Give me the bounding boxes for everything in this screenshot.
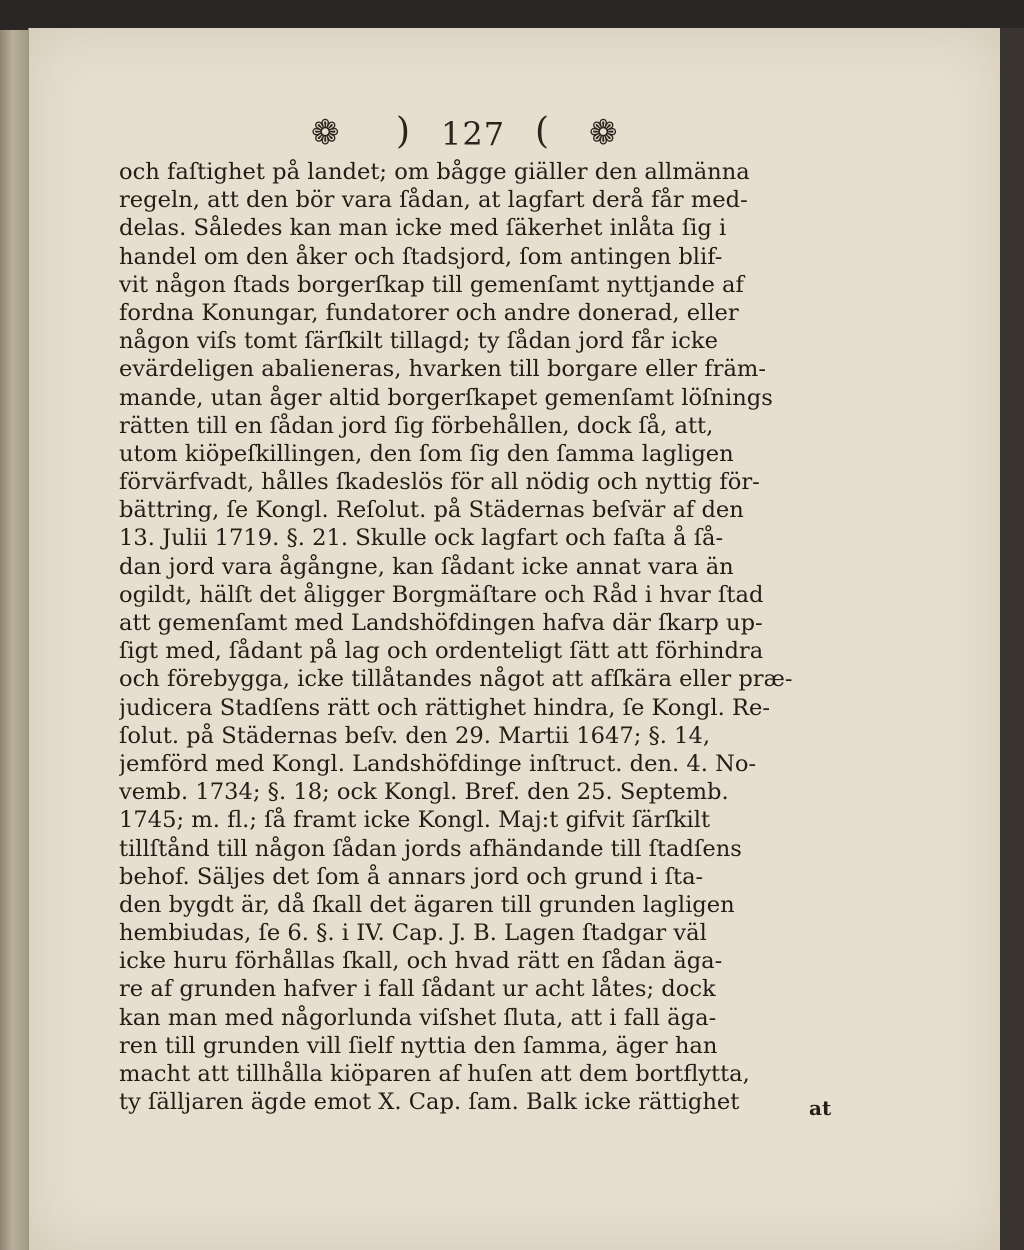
text-line: att gemenſamt med Landshöfdingen hafva där ſkarp up- bbox=[119, 610, 763, 636]
header-bracket-right: ( bbox=[535, 111, 550, 152]
text-line: någon viſs tomt ſärſkilt tillagd; ty ſådan jord får icke bbox=[119, 328, 718, 355]
text-line: och förebygga, icke tillåtandes något att afſkära eller præ- bbox=[119, 666, 793, 693]
text-line: re af grunden hafver i fall ſådant ur acht låtes; dock bbox=[119, 976, 716, 1003]
text-line: tillſtånd till någon ſådan jords afhändande till ſtadſens bbox=[119, 835, 742, 862]
text-line: handel om den åker och ſtadsjord, ſom antingen blif- bbox=[119, 243, 723, 270]
body-text bbox=[119, 158, 839, 1116]
text-line: vit någon ſtads borgerſkap till gemenſamt nyttjande af bbox=[119, 271, 744, 298]
book-page bbox=[28, 28, 1001, 1250]
text-line: bättring, ſe Kongl. Reſolut. på Städernas beſvär af den bbox=[119, 497, 744, 524]
text-line: kan man med någorlunda viſshet ſluta, att i fall äga- bbox=[119, 1004, 717, 1031]
text-line: vemb. 1734; §. 18; ock Kongl. Bref. den 25. Septemb. bbox=[119, 779, 729, 806]
fleuron-ornament-icon: ❁ bbox=[589, 113, 618, 153]
text-line: ren till grunden vill ſielf nyttia den ſamma, äger han bbox=[119, 1032, 718, 1059]
text-line: jemförd med Kongl. Landshöfdinge inſtruct. den. 4. No- bbox=[119, 750, 757, 777]
text-line: regeln, att den bör vara ſådan, at lagfart derå får med- bbox=[119, 187, 748, 214]
text-line: fordna Konungar, fundatorer och andre donerad, eller bbox=[119, 299, 739, 326]
header-bracket-left: ) bbox=[396, 111, 411, 152]
text-line: och faſtighet på landet; om bågge giäller den allmänna bbox=[119, 159, 750, 185]
text-line: 13. Julii 1719. §. 21. Skulle ock lagfart och faſta å ſå- bbox=[119, 525, 724, 552]
text-line: evärdeligen abalieneras, hvarken till borgare eller främ- bbox=[119, 356, 766, 383]
text-line: mande, utan åger altid borgerſkapet gemenſamt löſnings bbox=[119, 384, 773, 411]
text-line: ogildt, hälſt det åligger Borgmäſtare och Råd i hvar ſtad bbox=[119, 581, 764, 608]
left-page-edge bbox=[0, 30, 29, 1250]
text-line: ſolut. på Städernas beſv. den 29. Martii 1647; §. 14, bbox=[119, 722, 711, 749]
fleuron-ornament-icon: ❁ bbox=[311, 113, 340, 153]
text-line: macht att tillhålla kiöparen af huſen att dem bortflytta, bbox=[119, 1061, 750, 1087]
page-number: 127 bbox=[441, 115, 506, 153]
text-line: 1745; m. fl.; ſå framt icke Kongl. Maj:t gifvit ſärſkilt bbox=[119, 807, 711, 834]
text-line: dan jord vara ågångne, kan ſådant icke annat vara än bbox=[119, 553, 734, 580]
text-line: utom kiöpeſkillingen, den ſom ſig den ſamma lagligen bbox=[119, 440, 734, 467]
text-line: hembiudas, ſe 6. §. i IV. Cap. J. B. Lagen ſtadgar väl bbox=[119, 920, 707, 947]
text-line: icke huru förhållas ſkall, och hvad rätt en ſådan äga- bbox=[119, 948, 723, 975]
text-line: delas. Således kan man icke med ſäkerhet inlåta ſig i bbox=[119, 215, 727, 242]
text-line: den bygdt är, då ſkall det ägaren till grunden lagligen bbox=[119, 891, 735, 918]
text-line: judicera Stadſens rätt och rättighet hindra, ſe Kongl. Re- bbox=[119, 694, 771, 721]
text-line: behof. Säljes det ſom å annars jord och grund i ſta- bbox=[119, 863, 704, 890]
catchword: at bbox=[809, 1096, 832, 1120]
text-line: rätten till en ſådan jord ſig förbehållen, dock ſå, att, bbox=[119, 412, 714, 439]
text-line: ty ſälljaren ägde emot X. Cap. ſam. Balk icke rättighet bbox=[119, 1089, 740, 1116]
text-line: ſigt med, ſådant på lag och ordenteligt ſätt att förhindra bbox=[119, 638, 764, 665]
background-strip bbox=[1000, 28, 1024, 1250]
text-line: förvärfvadt, hålles ſkadeslös för all nödig och nyttig för- bbox=[119, 469, 760, 496]
